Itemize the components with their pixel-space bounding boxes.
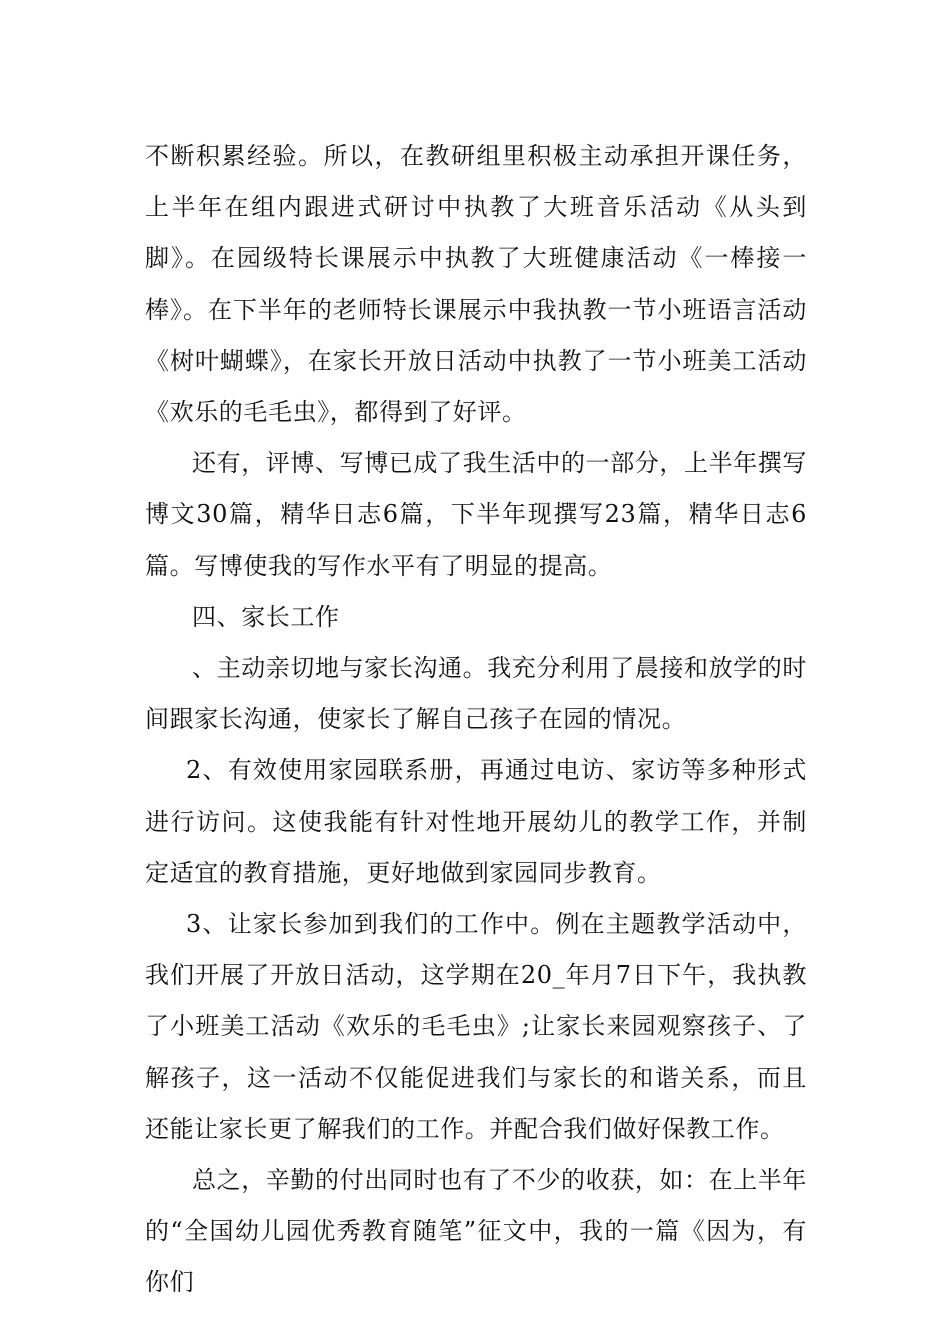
paragraph-contact-book: 2、有效使用家园联系册，再通过电访、家访等多种形式进行访问。这使我能有针对性地开展幼儿的教学工作，并制定适宜的教育措施，更好地做到家园同步教育。 bbox=[145, 756, 807, 887]
paragraph-teaching-lessons: 不断积累经验。所以，在教研组里积极主动承担开课任务，上半年在组内跟进式研讨中执教了大班音乐活动《从头到脚》。在园级特长课展示中执教了大班健康活动《一棒接一棒》。在下半年的老师特长课展示中我执教一节小班语言活动《树叶蝴蝶》，在家长开放日活动中执教了一节小班美工活动《欢乐的毛毛虫》，都得到了好评。 bbox=[145, 142, 807, 427]
paragraph-blog-writing: 还有，评博、写博已成了我生活中的一部分，上半年撰写博文30篇，精华日志6篇，下半年现撰写23篇，精华日志6篇。写博使我的写作水平有了明显的提高。 bbox=[145, 449, 807, 580]
section-heading-parent-work: 四、家长工作 bbox=[192, 602, 340, 631]
paragraph-open-day: 3、让家长参加到我们的工作中。例在主题教学活动中，我们开展了开放日活动，这学期在20_年月7日下午，我执教了小班美工活动《欢乐的毛毛虫》;让家长来园观察孩子、了解孩子，这一活动不仅能促进我们与家长的和谐关系，而且还能让家长更了解我们的工作。并配合我们做好保教工作。 bbox=[145, 910, 807, 1143]
paragraph-parent-communication: 、主动亲切地与家长沟通。我充分利用了晨接和放学的时间跟家长沟通，使家长了解自己孩子在园的情况。 bbox=[145, 654, 807, 734]
document-body bbox=[145, 131, 807, 1309]
paragraph-summary: 总之，辛勤的付出同时也有了不少的收获，如：在上半年的“全国幼儿园优秀教育随笔”征文中，我的一篇《因为，有你们 bbox=[145, 1166, 807, 1297]
